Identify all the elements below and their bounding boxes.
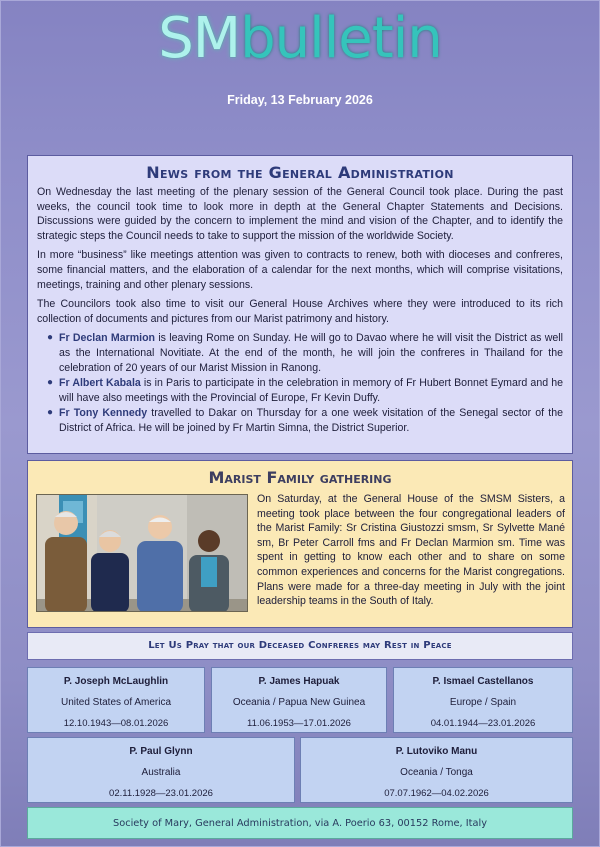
bullet-icon: ● xyxy=(47,407,54,419)
group-photo-illustration xyxy=(37,495,248,612)
news-item-text: travelled to Dakar on Thursday for a one week visitation of the Senegal sector of the District of Africa. He will be joined by Fr Martin Simna, the District Superior. xyxy=(59,407,563,434)
marist-family-section xyxy=(27,460,573,628)
footer-address: Society of Mary, General Administration, via A. Poerio 63, 00152 Rome, Italy xyxy=(112,818,488,829)
news-paragraph: On Wednesday the last meeting of the plenary session of the General Council took place. During the past weeks, the council took time to look more in depth at the General Chapter Statements and Decisions. Discussions were guided by the concern to implement the mind and vision of the Chapter, and to identify the strategic steps the Council needs to take to support the mission of the worldwide Society. xyxy=(37,186,563,242)
masthead xyxy=(0,6,600,72)
group-photo xyxy=(36,494,248,612)
deceased-dates: 02.11.1928—23.01.2026 xyxy=(109,788,213,799)
news-item-name: Fr Albert Kabala xyxy=(59,377,141,390)
deceased-name: P. Paul Glynn xyxy=(129,746,193,757)
logo-sm-text: SM xyxy=(158,6,241,71)
family-text: On Saturday, at the General House of the SMSM Sisters, a meeting took place between the four congregational leaders of the Marist Family: Sr Cristina Giustozzi smsm, Sr Sylvette Mané sm, Br Peter Carroll fms and Fr Declan Marmion sm. Time was spent in getting to know each other and to share on some common experiences and concerns for the Marist congregations. Plans were made for a three-day meeting in July with the joint leadership teams in the South of Italy. xyxy=(257,493,565,608)
deceased-name: P. Ismael Castellanos xyxy=(432,676,534,687)
news-item-name: Fr Declan Marmion xyxy=(59,332,156,345)
deceased-dates: 12.10.1943—08.01.2026 xyxy=(63,718,169,729)
news-list-item xyxy=(47,376,564,405)
issue-date: Friday, 13 February 2026 xyxy=(227,93,373,107)
prayer-title: Let Us Pray that our Deceased Confreres may Rest in Peace xyxy=(148,640,452,651)
deceased-region: Oceania / Papua New Guinea xyxy=(232,697,366,708)
deceased-card xyxy=(393,667,573,733)
news-paragraph: The Councilors took also time to visit our General House Archives where they were introduced to its rich collection of documents and pictures from our Marist patrimony and history. xyxy=(37,298,563,325)
deceased-name: P. Joseph McLaughlin xyxy=(63,676,169,687)
footer xyxy=(27,807,573,839)
deceased-dates: 04.01.1944—23.01.2026 xyxy=(430,718,536,729)
deceased-dates: 07.07.1962—04.02.2026 xyxy=(384,788,489,799)
news-list xyxy=(37,331,563,435)
deceased-card xyxy=(300,737,573,803)
news-item-text: is leaving Rome on Sunday. He will go to Davao where he will visit the District as well as the International Novitiate. At the end of the month, he will join the confreres in Thailand for the celebration of 20 years of our Marist Mission in Ranong. xyxy=(59,332,563,374)
family-title: Marist Family gathering xyxy=(208,468,392,487)
bullet-icon: ● xyxy=(47,332,54,344)
news-list-item xyxy=(47,406,563,435)
news-item-text: is in Paris to participate in the celebration in memory of Fr Hubert Bonnet Eymard and he will have also meetings with the Provincial of Europe, Fr Kevin Duffy. xyxy=(59,377,564,404)
deceased-name: P. James Hapuak xyxy=(258,676,340,687)
deceased-card xyxy=(211,667,387,733)
deceased-card xyxy=(27,737,295,803)
deceased-region: Australia xyxy=(141,767,181,778)
deceased-region: Europe / Spain xyxy=(449,697,517,708)
news-section xyxy=(27,155,573,454)
deceased-name: P. Lutoviko Manu xyxy=(395,746,478,757)
logo-bulletin-text: bulletin xyxy=(240,6,442,71)
deceased-card xyxy=(27,667,205,733)
news-item-name: Fr Tony Kennedy xyxy=(59,407,148,420)
deceased-region: United States of America xyxy=(60,697,172,708)
news-title: News from the General Administration xyxy=(146,163,454,182)
deceased-region: Oceania / Tonga xyxy=(400,767,473,778)
prayer-banner xyxy=(27,632,573,660)
deceased-dates: 11.06.1953—17.01.2026 xyxy=(247,718,351,729)
bullet-icon: ● xyxy=(47,377,54,389)
sm-bulletin-logo xyxy=(158,6,442,72)
news-paragraph: In more “business” like meetings attention was given to contracts to renew, both with dioceses and confreres, some financial matters, and the elaboration of a calendar for the next months, which will comprise visitations, meetings, training and other plenary sessions. xyxy=(37,249,563,291)
news-list-item xyxy=(47,331,563,375)
